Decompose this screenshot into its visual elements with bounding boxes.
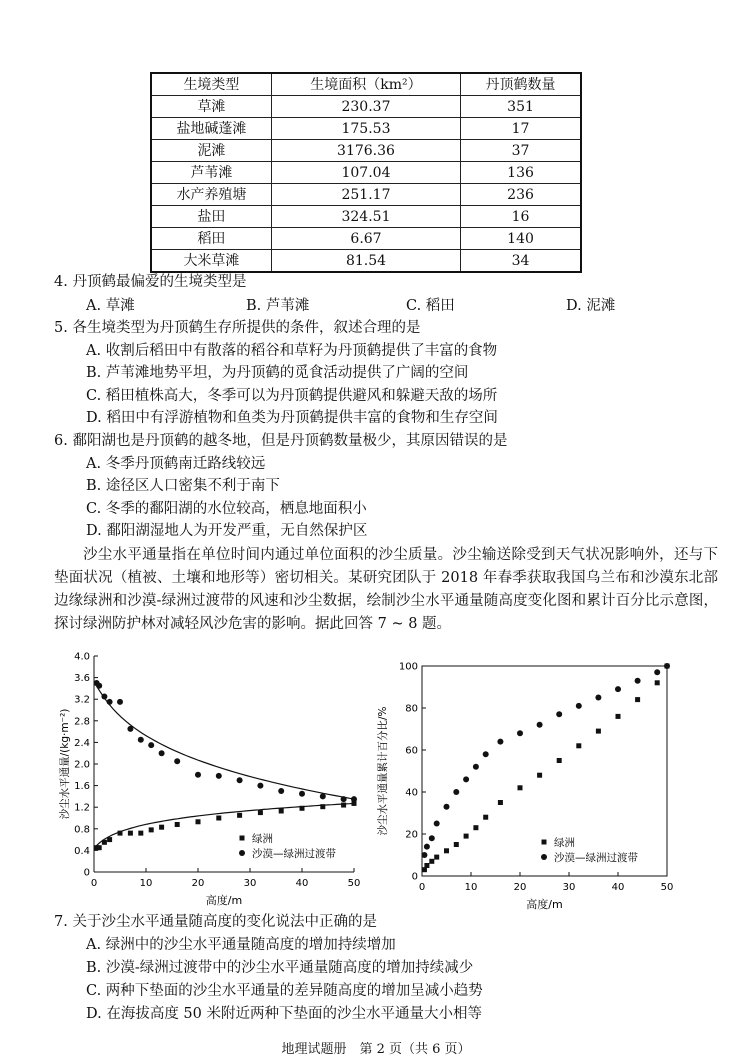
oasis-point [216, 816, 221, 821]
table-cell: 251.17 [271, 184, 460, 206]
q7-option-c: C. 两种下垫面的沙尘水平通量的差异随高度的增加呈减小趋势 [86, 983, 483, 999]
table-row [151, 250, 581, 273]
oasis-point [300, 806, 305, 811]
oasis-point [429, 859, 434, 864]
table-cell: 17 [461, 118, 581, 140]
transition-point [351, 796, 357, 802]
table-cell: 107.04 [271, 162, 460, 184]
transition-point [664, 663, 670, 669]
q6-option-c: C. 冬季的鄱阳湖的水位较高，栖息地面积小 [86, 501, 367, 517]
table-cell: 盐地碱蓬滩 [151, 118, 271, 140]
transition-point [424, 844, 430, 850]
y-tick-label: 0.4 [74, 845, 90, 857]
q5-option-a: A. 收割后稻田中有散落的稻谷和草籽为丹顶鹤提供了丰富的食物 [86, 343, 498, 359]
transition-point [434, 821, 440, 827]
x-tick-label: 40 [611, 882, 625, 893]
x-axis-label: 高度/m [205, 894, 243, 907]
q4-option-c: C. 稻田 [406, 298, 455, 314]
y-axis-label: 沙尘水平通量/(kg·m⁻²) [59, 708, 71, 820]
q5-option-d: D. 稻田中有浮游植物和鱼类为丹顶鹤提供丰富的食物和生存空间 [86, 410, 498, 426]
transition-point [117, 699, 123, 705]
q7-option-d: D. 在海拔高度 50 米附近两种下垫面的沙尘水平通量大小相等 [86, 1006, 482, 1022]
x-tick-label: 20 [191, 878, 205, 889]
x-tick-label: 10 [464, 882, 478, 893]
transition-point [159, 750, 165, 756]
oasis-point [279, 808, 284, 813]
table-cell: 泥滩 [151, 140, 271, 162]
oasis-point [341, 803, 346, 808]
q6-stem: 6. 鄱阳湖也是丹顶鹤的越冬地，但是丹顶鹤数量极少，其原因错误的是 [54, 433, 508, 449]
y-tick-label: 80 [405, 703, 418, 715]
oasis-fit-curve [96, 803, 354, 846]
q6-option-a: A. 冬季丹顶鹤南迁路线较远 [86, 456, 266, 472]
transition-point [257, 783, 263, 789]
y-tick-label: 100 [398, 661, 418, 673]
passage-text: 沙尘水平通量指在单位时间内通过单位面积的沙尘质量。沙尘输送除受到天气状况影响外，还与下垫面状况（植被、土壤和地形等）密切相关。某研究团队于 2018 年春季获取我国乌兰布和沙漠东北部边缘绿洲和沙漠-绿洲过渡带的风速和沙尘数据，绘制沙尘水平通量随高度变化图和累计百分比示意图，探讨绿洲防护林对减轻风沙危害的影响。据此回答 7 ~ 8 题。 [54, 547, 718, 632]
transition-point [635, 678, 641, 684]
q7-stem: 7. 关于沙尘水平通量随高度的变化说法中正确的是 [54, 914, 377, 930]
y-tick-label: 40 [405, 787, 418, 799]
table-row [151, 140, 581, 162]
y-tick-label: 60 [405, 745, 418, 757]
x-tick-label: 10 [139, 878, 153, 889]
q5-option-b: B. 芦苇滩地势平坦，为丹顶鹤的觅食活动提供了广阔的空间 [86, 365, 469, 381]
y-tick-label: 3.2 [74, 694, 90, 706]
oasis-point [424, 863, 429, 868]
oasis-point [498, 800, 503, 805]
table-cell: 草滩 [151, 96, 271, 118]
transition-point [421, 852, 427, 858]
transition-point [341, 796, 347, 802]
table-cell: 81.54 [271, 250, 460, 273]
q6-option-b: B. 途径区人口密集不利于南下 [86, 478, 280, 494]
table-header-row [151, 73, 581, 96]
table-cell: 盐田 [151, 206, 271, 228]
oasis-point [107, 837, 112, 842]
transition-point [576, 703, 582, 709]
table-cell: 16 [461, 206, 581, 228]
oasis-point [128, 831, 133, 836]
oasis-point [159, 825, 164, 830]
q4-stem: 4. 丹顶鹤最偏爱的生境类型是 [54, 274, 247, 290]
oasis-point [635, 697, 640, 702]
q4-option-a: A. 草滩 [86, 298, 135, 314]
table-header: 生境类型 [151, 73, 271, 96]
y-tick-label: 4.0 [74, 651, 90, 663]
transition-point [444, 804, 450, 810]
q4-option-b: B. 芦苇滩 [246, 298, 310, 314]
y-tick-label: 2.0 [74, 759, 90, 771]
transition-point [429, 835, 435, 841]
cumulative-percent-chart [372, 650, 700, 915]
transition-point [537, 722, 543, 728]
q5-stem: 5. 各生境类型为丹顶鹤生存所提供的条件，叙述合理的是 [54, 320, 421, 336]
oasis-point [444, 848, 449, 853]
transition-fit-curve [96, 685, 354, 800]
y-tick-label: 2.8 [74, 716, 90, 728]
legend-label: 沙漠—绿洲过渡带 [554, 852, 638, 864]
page-footer: 地理试题册 第 2 页（共 6 页） [281, 1042, 471, 1057]
table-cell: 34 [461, 250, 581, 273]
x-tick-label: 20 [513, 882, 527, 893]
table-cell: 芦苇滩 [151, 162, 271, 184]
legend-marker-transition [239, 850, 245, 856]
table-cell: 136 [461, 162, 581, 184]
oasis-point [655, 680, 660, 685]
transition-point [101, 694, 107, 700]
oasis-point [454, 842, 459, 847]
oasis-point [320, 804, 325, 809]
oasis-point [576, 743, 581, 748]
table-cell: 6.67 [271, 228, 460, 250]
table-row [151, 228, 581, 250]
transition-point [473, 764, 479, 770]
table-header: 生境面积（km²） [271, 73, 460, 96]
oasis-point [434, 855, 439, 860]
table-row [151, 184, 581, 206]
oasis-point [483, 815, 488, 820]
q7-option-b: B. 沙漠-绿洲过渡带中的沙尘水平通量随高度的增加持续减少 [86, 960, 474, 976]
x-axis-label: 高度/m [526, 898, 563, 911]
table-cell: 稻田 [151, 228, 271, 250]
x-tick-label: 50 [660, 882, 674, 893]
legend-marker-oasis [542, 840, 547, 845]
y-tick-label: 1.6 [74, 781, 90, 793]
x-tick-label: 30 [243, 878, 257, 889]
transition-point [278, 788, 284, 794]
table-header: 丹顶鹤数量 [461, 73, 581, 96]
q5-option-c: C. 稻田植株高大，冬季可以为丹顶鹤提供避风和躲避天敌的场所 [86, 388, 498, 404]
q7-option-a: A. 绿洲中的沙尘水平通量随高度的增加持续增加 [86, 937, 396, 953]
transition-point [127, 726, 133, 732]
oasis-point [557, 758, 562, 763]
oasis-point [149, 827, 154, 832]
table-row [151, 162, 581, 184]
transition-point [96, 683, 102, 689]
x-tick-label: 50 [347, 878, 361, 889]
transition-point [320, 793, 326, 799]
transition-point [556, 711, 562, 717]
oasis-point [97, 845, 102, 850]
transition-point [615, 686, 621, 692]
transition-point [463, 776, 469, 782]
transition-point [138, 737, 144, 743]
oasis-point [175, 822, 180, 827]
legend-label: 绿洲 [252, 833, 273, 845]
transition-point [174, 758, 180, 764]
oasis-point [118, 831, 123, 836]
oasis-point [518, 785, 523, 790]
transition-point [107, 699, 113, 705]
oasis-point [196, 819, 201, 824]
flux-height-chart [54, 650, 372, 915]
transition-point [497, 739, 503, 745]
oasis-point [537, 773, 542, 778]
table-cell: 140 [461, 228, 581, 250]
q6-option-d: D. 鄱阳湖湿地人为开发严重，无自然保护区 [86, 523, 368, 539]
table-cell: 351 [461, 96, 581, 118]
transition-point [237, 777, 243, 783]
y-tick-label: 3.6 [74, 673, 90, 685]
table-cell: 水产养殖塘 [151, 184, 271, 206]
y-tick-label: 1.2 [74, 802, 90, 814]
table-cell: 324.51 [271, 206, 460, 228]
y-tick-label: 0 [411, 871, 418, 883]
table-cell: 大米草滩 [151, 250, 271, 273]
x-tick-label: 0 [90, 878, 98, 889]
habitat-table [150, 72, 582, 273]
legend-marker-oasis [240, 836, 245, 841]
oasis-point [138, 831, 143, 836]
oasis-point [237, 813, 242, 818]
table-cell: 236 [461, 184, 581, 206]
y-tick-label: 0 [83, 867, 90, 879]
oasis-point [258, 810, 263, 815]
transition-point [453, 789, 459, 795]
table-cell: 175.53 [271, 118, 460, 140]
table-cell: 230.37 [271, 96, 460, 118]
table-row [151, 96, 581, 118]
transition-point [483, 751, 489, 757]
transition-point [299, 791, 305, 797]
table-cell: 37 [461, 140, 581, 162]
oasis-point [102, 840, 107, 845]
x-tick-label: 30 [562, 882, 576, 893]
y-tick-label: 20 [405, 829, 418, 841]
transition-point [595, 695, 601, 701]
x-tick-label: 0 [418, 882, 426, 893]
oasis-point [616, 714, 621, 719]
legend-label: 沙漠—绿洲过渡带 [252, 848, 336, 860]
y-tick-label: 2.4 [74, 737, 90, 749]
table-row [151, 118, 581, 140]
y-axis-label: 沙尘水平通量累计百分比/% [377, 706, 389, 836]
legend-marker-transition [541, 854, 547, 860]
oasis-point [473, 825, 478, 830]
oasis-point [596, 729, 601, 734]
y-tick-label: 0.8 [74, 824, 90, 836]
legend-label: 绿洲 [554, 837, 575, 849]
transition-point [195, 772, 201, 778]
table-cell: 3176.36 [271, 140, 460, 162]
transition-point [517, 730, 523, 736]
transition-point [654, 669, 660, 675]
table-row [151, 206, 581, 228]
transition-point [216, 773, 222, 779]
q4-option-d: D. 泥滩 [566, 298, 616, 314]
x-tick-label: 40 [295, 878, 309, 889]
oasis-point [464, 834, 469, 839]
transition-point [148, 742, 154, 748]
